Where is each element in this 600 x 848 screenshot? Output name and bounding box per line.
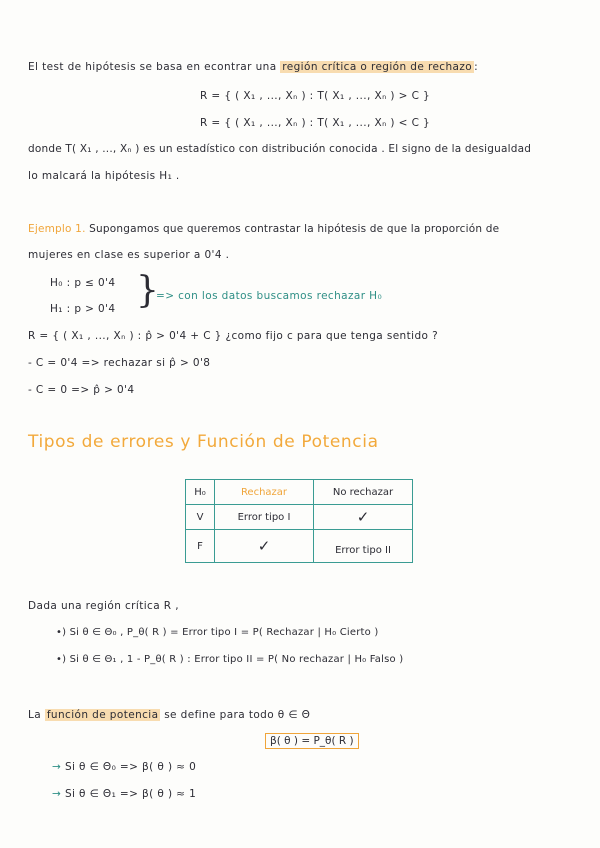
power-post: se define para todo θ ∈ Θ [160, 709, 311, 721]
example-line-1 [28, 223, 499, 235]
power-item-2 [52, 788, 196, 800]
row-label-false: F [186, 530, 215, 563]
hypothesis-brace: } [136, 270, 159, 311]
power-function-highlight: función de potencia [46, 709, 159, 721]
header-not-reject: No rechazar [314, 480, 413, 505]
critical-region-highlight: región crítica o región de rechazo [282, 61, 473, 73]
hypothesis-h0: H₀ : p ≤ 0'4 [50, 277, 116, 289]
type-two-error-cell: Error tipo II [314, 530, 413, 563]
table-row [186, 505, 413, 530]
checkmark-icon: ✓ [215, 530, 314, 563]
example-label: Ejemplo 1. [28, 223, 86, 235]
power-formula-box: β( θ ) = P_θ( R ) [265, 733, 359, 749]
header-h0: H₀ [186, 480, 215, 505]
intro-colon: : [474, 61, 479, 73]
error-types-table [185, 479, 413, 563]
example-line-2: mujeres en clase es superior a 0'4 . [28, 249, 230, 261]
power-item-1-text: → Si θ ∈ Θ₀ => β( θ ) ≈ 0 [52, 761, 197, 773]
power-pre: La [28, 709, 45, 721]
arrow-icon: → [52, 788, 62, 800]
row-label-true: V [186, 505, 215, 530]
example-case-2: - C = 0 => p̂ > 0'4 [28, 384, 135, 396]
power-item-1 [52, 761, 196, 773]
checkmark-icon: ✓ [314, 505, 413, 530]
formula-greater: R = { ( X₁ , ..., Xₙ ) : T( X₁ , ..., Xₙ ) > C } [200, 90, 431, 102]
type-one-error-cell: Error tipo I [215, 505, 314, 530]
errors-item-1: •) Si θ ∈ Θ₀ , P_θ( R ) = Error tipo I = P( Rechazar | H₀ Cierto ) [56, 627, 379, 638]
errors-item-2: •) Si θ ∈ Θ₁ , 1 - P_θ( R ) : Error tipo II = P( No rechazar | H₀ Falso ) [56, 654, 404, 665]
intro-line-2: donde T( X₁ , ..., Xₙ ) es un estadístico con distribución conocida . El signo de la desigualdad [28, 143, 532, 155]
reject-note: => con los datos buscamos rechazar H₀ [156, 290, 383, 302]
example-region: R = { ( X₁ , ..., Xₙ ) : p̂ > 0'4 + C } ¿como fijo c para que tenga sentido ? [28, 330, 439, 342]
intro-line-1 [28, 61, 478, 73]
header-reject: Rechazar [215, 480, 314, 505]
power-definition [28, 709, 310, 721]
example-case-1: - C = 0'4 => rechazar si p̂ > 0'8 [28, 357, 211, 369]
table-row [186, 530, 413, 563]
hypothesis-h1: H₁ : p > 0'4 [50, 303, 116, 315]
intro-line-3: lo malcará la hipótesis H₁ . [28, 170, 180, 182]
formula-less: R = { ( X₁ , ..., Xₙ ) : T( X₁ , ..., Xₙ ) < C } [200, 117, 431, 129]
arrow-icon: → [52, 761, 62, 773]
section-title: Tipos de errores y Función de Potencia [28, 432, 379, 452]
power-item-2-text: → Si θ ∈ Θ₁ => β( θ ) ≈ 1 [52, 788, 197, 800]
example-text: Supongamos que queremos contrastar la hipótesis de que la proporción de [85, 223, 500, 235]
intro-text: El test de hipótesis se basa en econtrar una [28, 61, 281, 73]
errors-intro: Dada una región crítica R , [28, 600, 179, 612]
table-header-row [186, 480, 413, 505]
